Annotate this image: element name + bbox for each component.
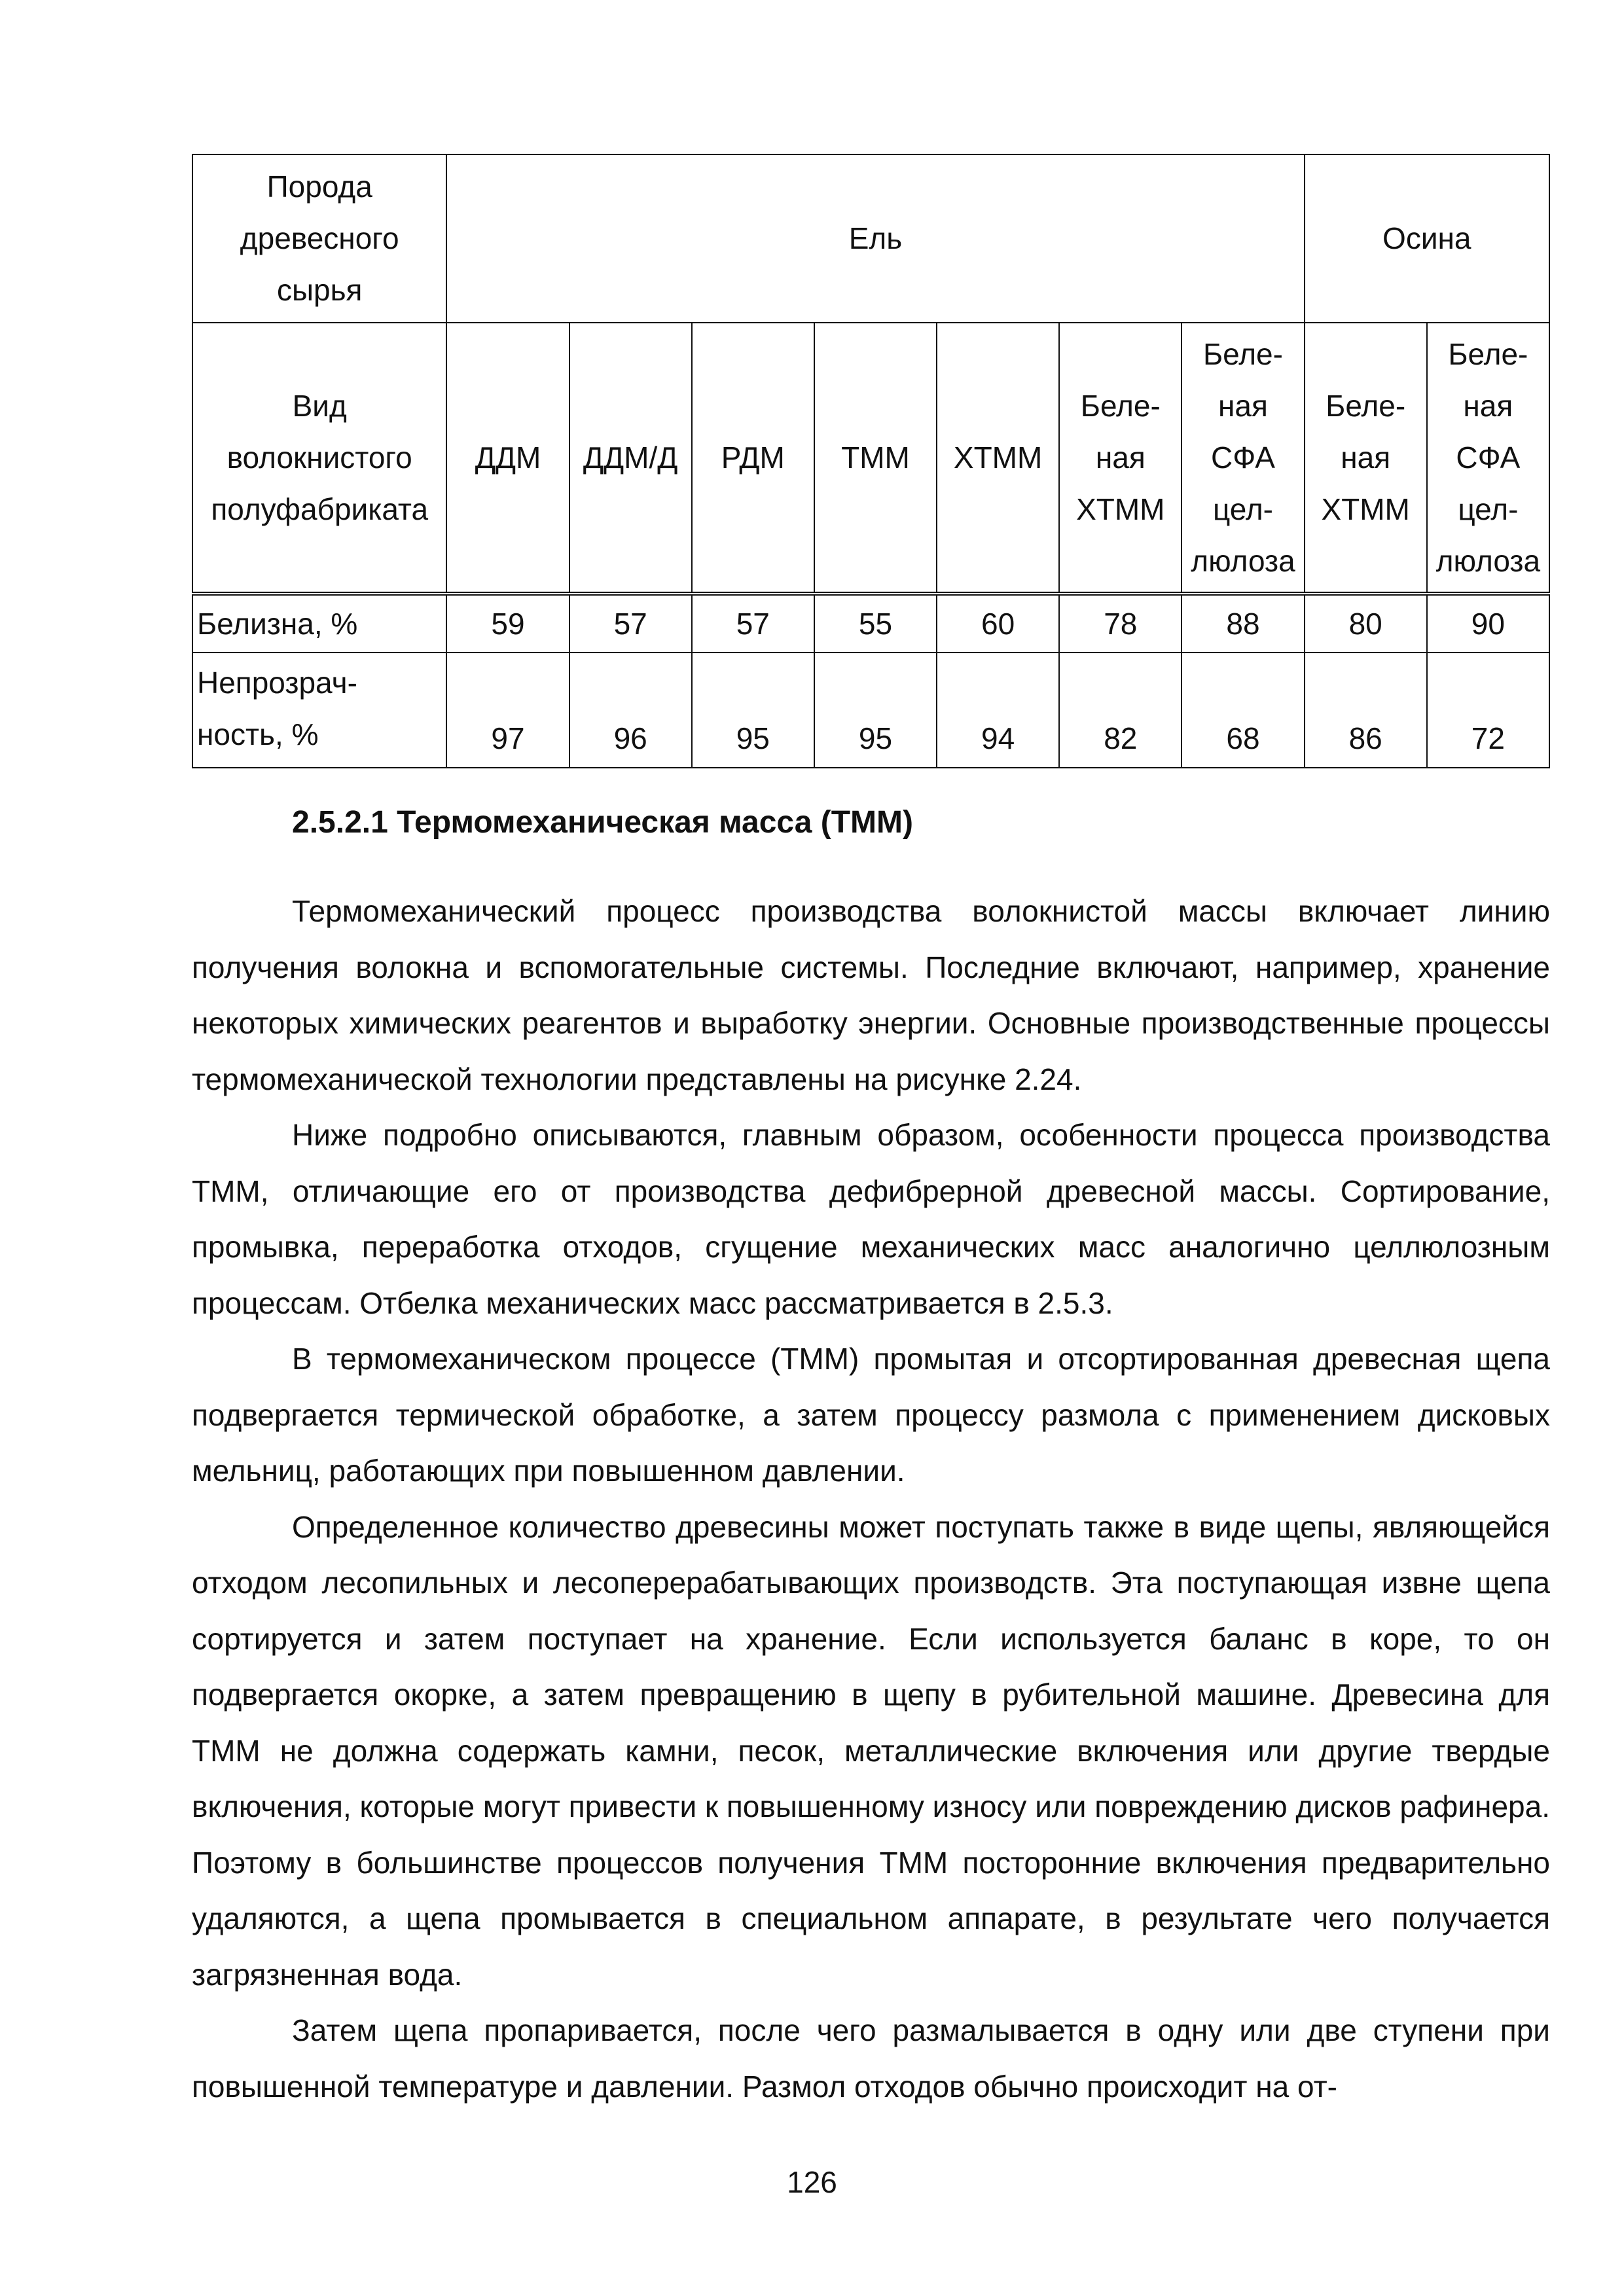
row-label-opacity: Непрозрач- ность, % bbox=[192, 653, 446, 768]
header-column: Беле- ная ХТММ bbox=[1059, 323, 1182, 594]
table-cell: 78 bbox=[1059, 594, 1182, 653]
header-column: Беле- ная ХТММ bbox=[1305, 323, 1427, 594]
paragraph: Ниже подробно описываются, главным образом, особенности процесса производства ТММ, отличающие его от производства дефибрерной древесной массы. Сортирование, промывка, переработка отходов, сгущение механических масс аналогично целлюлозным процессам. Отбелка механических масс рассматривается в 2.5.3. bbox=[192, 1118, 1550, 1320]
header-column: ДДМ bbox=[446, 323, 569, 594]
table-cell: 88 bbox=[1182, 594, 1304, 653]
table-cell: 82 bbox=[1059, 653, 1182, 768]
table-cell: 80 bbox=[1305, 594, 1427, 653]
properties-table bbox=[192, 154, 1550, 768]
section-heading: 2.5.2.1 Термомеханическая масса (ТММ) bbox=[292, 805, 913, 840]
table-cell: 86 bbox=[1305, 653, 1427, 768]
table-cell: 60 bbox=[937, 594, 1059, 653]
header-pulp-type-label: Вид волокнистого полуфабриката bbox=[192, 323, 446, 594]
header-column: ХТММ bbox=[937, 323, 1059, 594]
table-cell: 57 bbox=[569, 594, 692, 653]
header-column: ДДМ/Д bbox=[569, 323, 692, 594]
table-cell: 95 bbox=[814, 653, 937, 768]
table-cell: 72 bbox=[1427, 653, 1549, 768]
header-group-spruce: Ель bbox=[446, 154, 1304, 323]
header-group-aspen: Осина bbox=[1305, 154, 1549, 323]
row-label-whiteness: Белизна, % bbox=[192, 594, 446, 653]
table-cell: 90 bbox=[1427, 594, 1549, 653]
paragraph: Определенное количество древесины может поступать также в виде щепы, являющейся отходом лесопильных и лесоперерабатывающих производств. Эта поступающая извне щепа сортируется и затем поступает на хранение. Если используется баланс в коре, то он подвергается окорке, а затем превращению в щепу в рубительной машине. Древесина для ТММ не должна содержать камни, песок, металлические включения или другие твердые включения, которые могут привести к повышенному износу или повреждению дисков рафинера. Поэтому в большинстве процессов получения ТММ посторонние включения предварительно удаляются, а щепа промывается в специальном аппарате, в результате чего получается загрязненная вода. bbox=[192, 1509, 1550, 1992]
header-column: РДМ bbox=[692, 323, 814, 594]
table-cell: 59 bbox=[446, 594, 569, 653]
table-cell: 68 bbox=[1182, 653, 1304, 768]
table-cell: 57 bbox=[692, 594, 814, 653]
header-column: ТММ bbox=[814, 323, 937, 594]
table-cell: 95 bbox=[692, 653, 814, 768]
page-number: 126 bbox=[787, 2165, 837, 2199]
table-row-opacity bbox=[192, 653, 1549, 768]
table-header-row-pulp-type bbox=[192, 323, 1549, 594]
table-header-row-species bbox=[192, 154, 1549, 323]
table-cell: 94 bbox=[937, 653, 1059, 768]
table-cell: 55 bbox=[814, 594, 937, 653]
header-column: Беле- ная СФА цел- люлоза bbox=[1427, 323, 1549, 594]
paragraph: Термомеханический процесс производства волокнистой массы включает линию получения волокна и вспомогательные системы. Последние включают, например, хранение некоторых химических реагентов и выработку энергии. Основные производственные процессы термомеханической технологии представлены на рисунке 2.24. bbox=[192, 894, 1550, 1096]
header-column: Беле- ная СФА цел- люлоза bbox=[1182, 323, 1304, 594]
body-text bbox=[192, 884, 1550, 2115]
header-species-label: Порода древесного сырья bbox=[192, 154, 446, 323]
table-cell: 96 bbox=[569, 653, 692, 768]
paragraph: В термомеханическом процессе (ТММ) промытая и отсортированная древесная щепа подвергается термической обработке, а затем процессу размола с применением дисковых мельниц, работающих при повышенном давлении. bbox=[192, 1342, 1550, 1488]
table-cell: 97 bbox=[446, 653, 569, 768]
table-row-whiteness bbox=[192, 594, 1549, 653]
paragraph: Затем щепа пропаривается, после чего размалывается в одну или две ступени при повышенной температуре и давлении. Размол отходов обычно происходит на от- bbox=[192, 2013, 1550, 2104]
